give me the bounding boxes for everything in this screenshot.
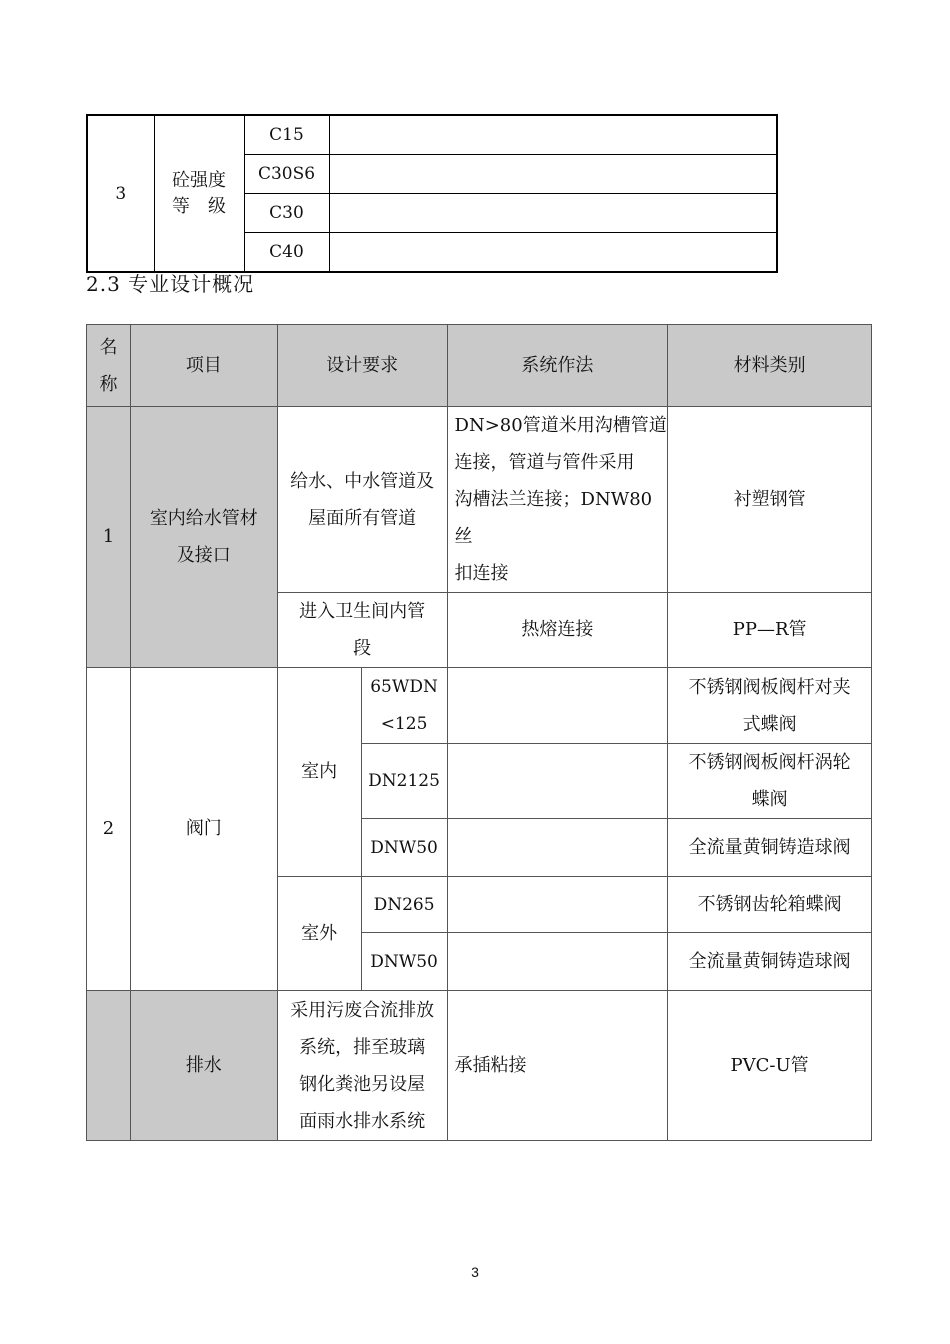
grade-cell: C30S6 <box>244 155 329 194</box>
label-line: 等 级 <box>172 195 226 217</box>
grade-cell: C15 <box>244 115 329 155</box>
row1a-material: 衬塑钢管 <box>668 407 872 593</box>
grade-value-cell <box>329 233 777 273</box>
row1-item-line: 室内给水管材 <box>149 508 258 529</box>
row1b-design <box>277 593 447 668</box>
section-heading: 2.3 专业设计概况 <box>86 272 255 296</box>
row2-outdoor: 室外 <box>277 877 361 991</box>
size-line: 65WDN <box>370 676 438 697</box>
valve-system <box>447 819 668 877</box>
design-overview-table <box>86 324 872 1141</box>
row-number: 3 <box>87 115 154 272</box>
header-name-line: 名 <box>99 336 118 358</box>
row2-item: 阀门 <box>130 668 277 991</box>
valve-size: DNW50 <box>361 819 447 877</box>
row1a-system <box>447 407 668 593</box>
grade-cell: C40 <box>244 233 329 273</box>
valve-material: 全流量黄铜铸造球阀 <box>668 819 872 877</box>
design-line: 给水、中水管道及 <box>290 470 435 492</box>
material-line: 不锈钢阀板阀杆对夹 <box>688 676 851 698</box>
system-line: 沟槽法兰连接；DNW80丝 <box>454 489 653 547</box>
system-line: 连接，管道与管件采用 <box>454 452 635 473</box>
design-line: 采用污废合流排放 <box>290 999 435 1021</box>
design-line: 屋面所有管道 <box>308 507 417 529</box>
header-material: 材料类别 <box>668 325 872 407</box>
row1a-design <box>277 407 447 593</box>
row1b-material: PP—R管 <box>668 593 872 668</box>
valve-system <box>447 877 668 933</box>
grade-cell: C30 <box>244 194 329 233</box>
system-line: 扣连接 <box>454 563 509 584</box>
grade-value-cell <box>329 115 777 155</box>
header-name-line: 称 <box>99 373 118 395</box>
material-line: 式蝶阀 <box>742 713 797 735</box>
concrete-grade-table <box>86 114 778 273</box>
concrete-grade-label <box>154 115 244 272</box>
page-number: 3 <box>471 1264 479 1280</box>
design-line: 进入卫生间内管 <box>299 601 426 622</box>
row3-design <box>277 991 447 1141</box>
header-system: 系统作法 <box>447 325 668 407</box>
valve-size: DNW50 <box>361 933 447 991</box>
material-line: 不锈钢阀板阀杆涡轮 <box>688 752 851 773</box>
valve-size: DN2125 <box>361 744 447 819</box>
valve-size: DN265 <box>361 877 447 933</box>
grade-value-cell <box>329 155 777 194</box>
design-line: 钢化粪池另设屋 <box>299 1073 426 1095</box>
system-line: DN>80管道米用沟槽管道 <box>454 415 667 436</box>
row3-material: PVC-U管 <box>668 991 872 1141</box>
valve-material <box>668 668 872 744</box>
material-line: 蝶阀 <box>751 789 788 810</box>
valve-material: 不锈钢齿轮箱蝶阀 <box>668 877 872 933</box>
header-item: 项目 <box>130 325 277 407</box>
header-design: 设计要求 <box>277 325 447 407</box>
valve-material: 全流量黄铜铸造球阀 <box>668 933 872 991</box>
row3-item: 排水 <box>130 991 277 1141</box>
valve-system <box>447 668 668 744</box>
row3-system: 承插粘接 <box>447 991 668 1141</box>
row2-number: 2 <box>87 668 131 991</box>
row1-number: 1 <box>87 407 131 668</box>
design-line: 系统，排至玻璃 <box>299 1036 426 1058</box>
row1-item <box>130 407 277 668</box>
valve-size <box>361 668 447 744</box>
valve-material <box>668 744 872 819</box>
design-line: 段 <box>353 638 372 659</box>
design-line: 面雨水排水系统 <box>299 1110 426 1132</box>
header-name <box>87 325 131 407</box>
row1b-system: 热熔连接 <box>447 593 668 668</box>
valve-system <box>447 933 668 991</box>
size-line: <125 <box>380 713 428 734</box>
row2-indoor: 室内 <box>277 668 361 877</box>
valve-system <box>447 744 668 819</box>
row3-number <box>87 991 131 1141</box>
label-line: 砼强度 <box>172 169 226 191</box>
grade-value-cell <box>329 194 777 233</box>
row1-item-line: 及接口 <box>176 545 231 566</box>
